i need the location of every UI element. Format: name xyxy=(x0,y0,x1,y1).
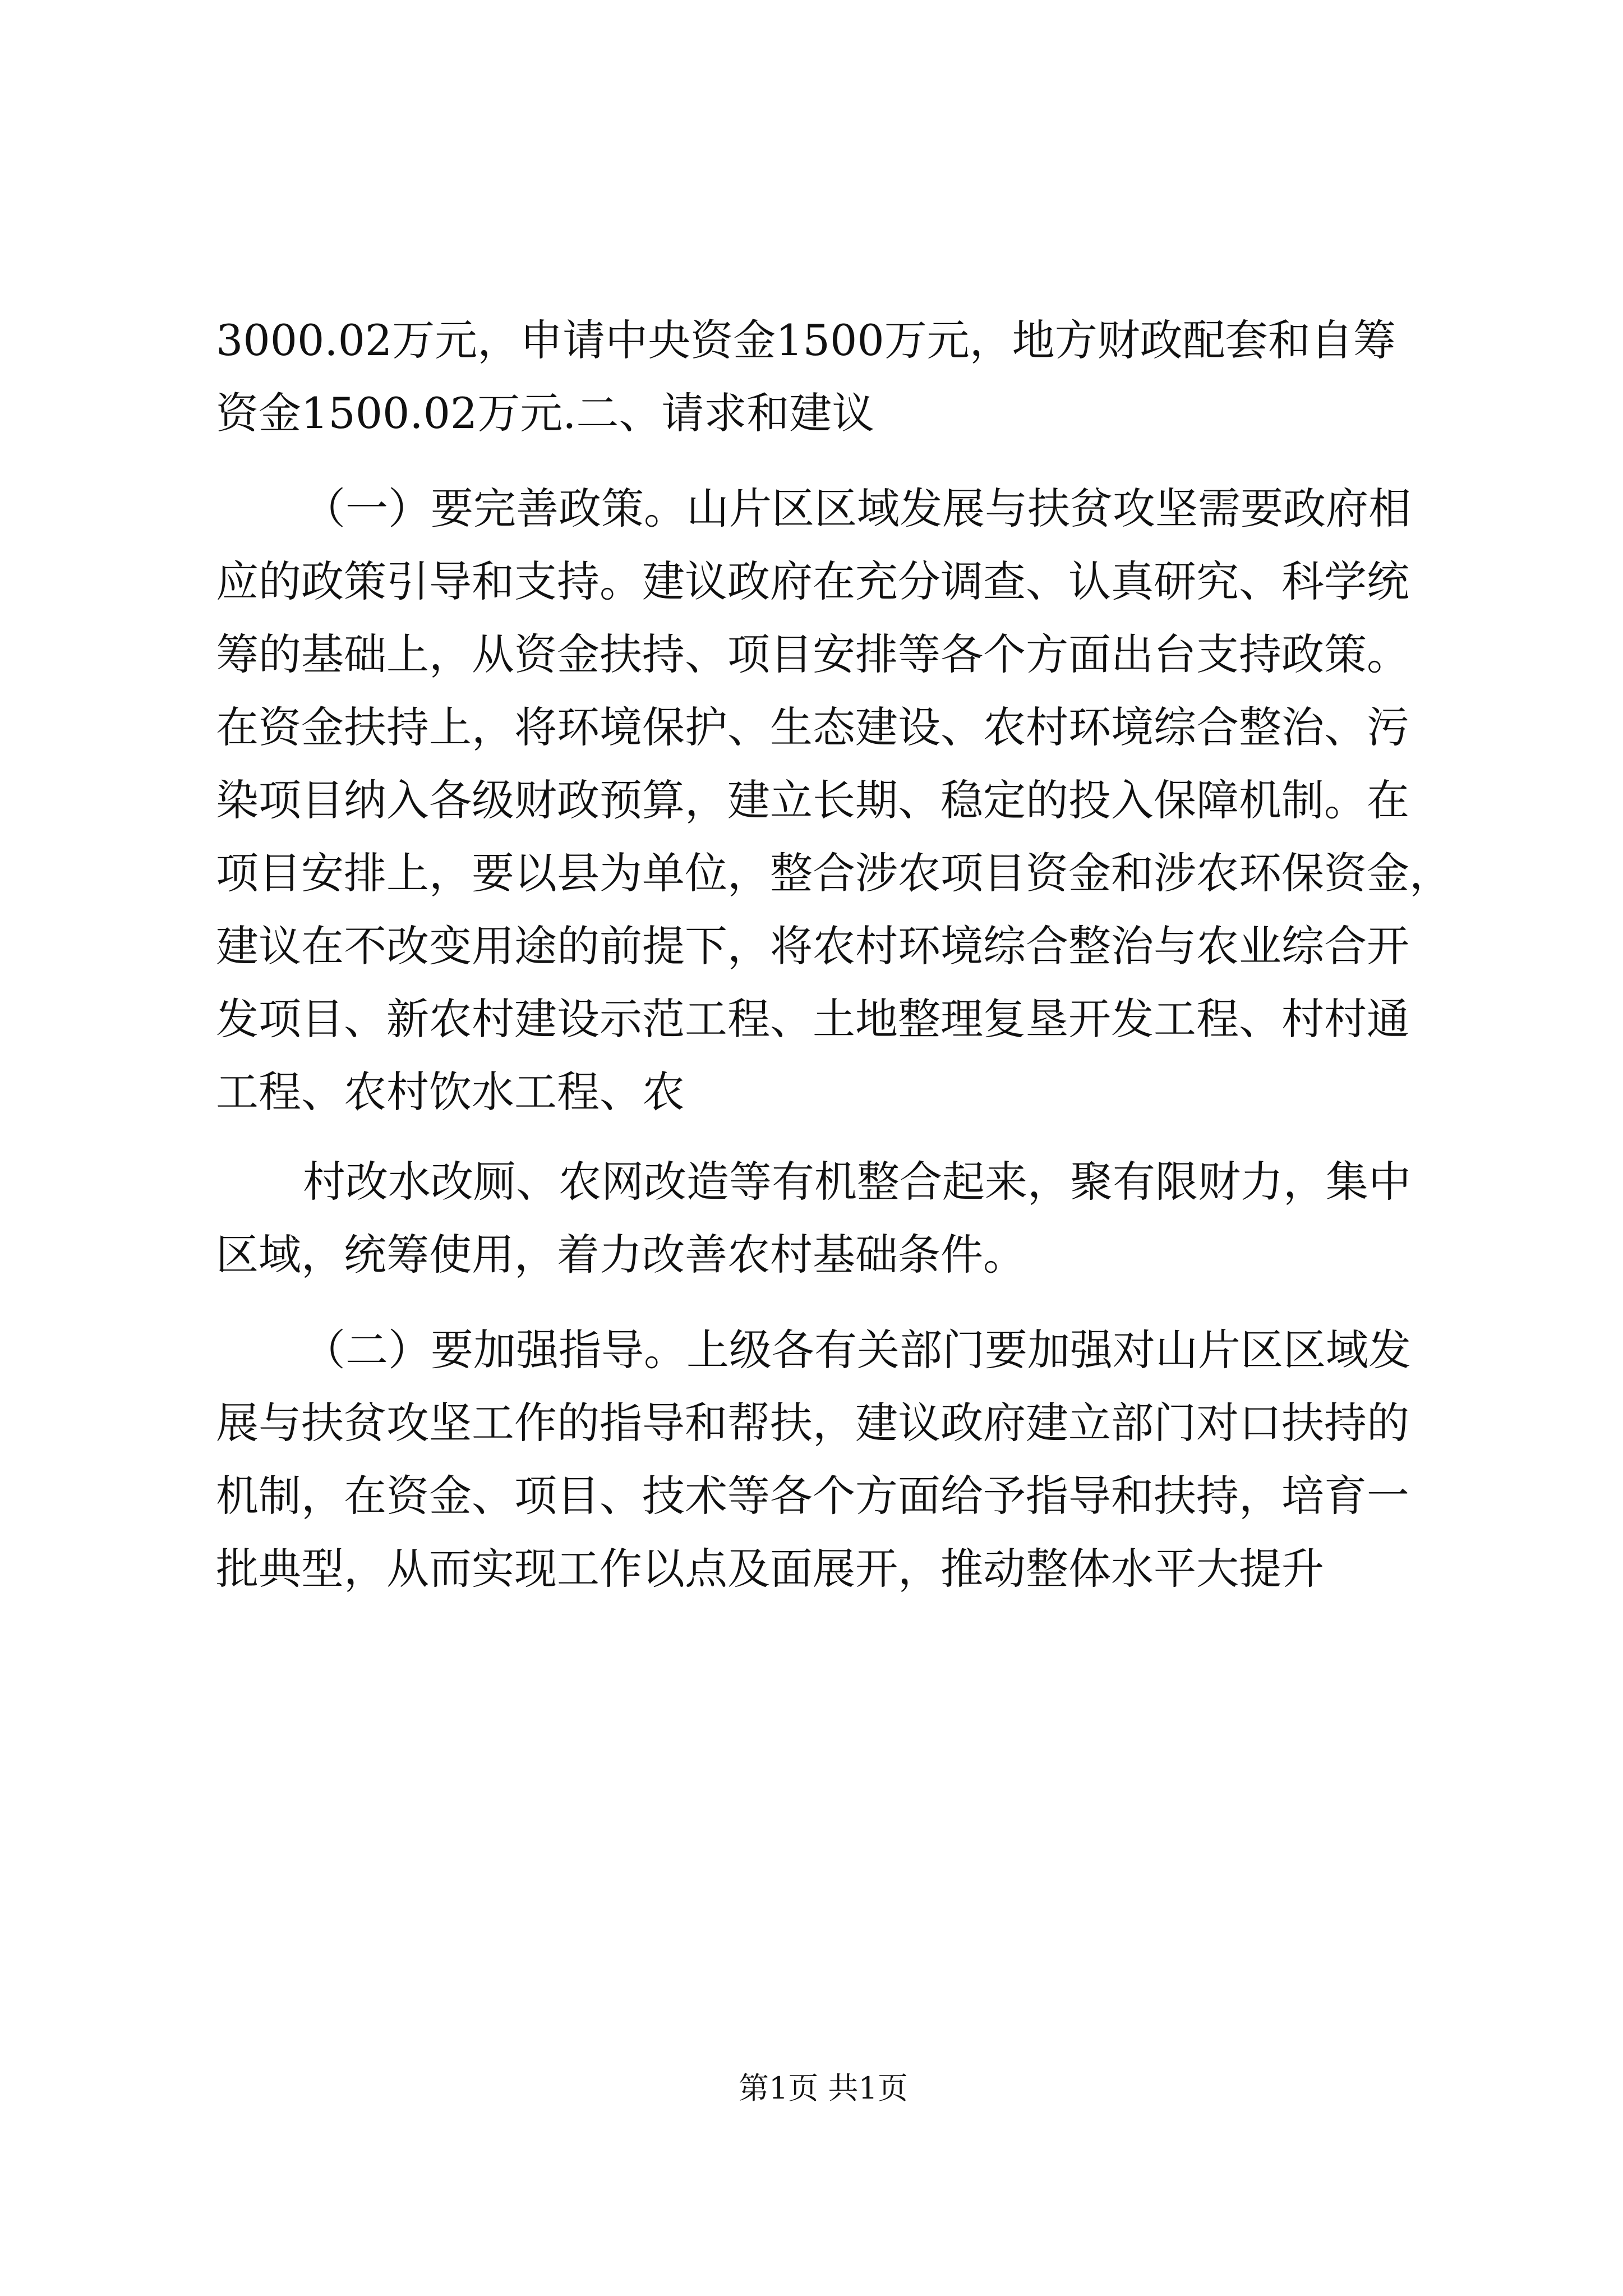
text-line: 工程、农村饮水工程、农 xyxy=(216,1067,685,1117)
text-line: 村改水改厕、农网改造等有机整合起来，聚有限财力，集中 xyxy=(303,1157,1411,1207)
text-line: 应的政策引导和支持。建议政府在充分调查、认真研究、科学统 xyxy=(216,556,1409,606)
text-line: 项目安排上，要以县为单位，整合涉农项目资金和涉农环保资金， xyxy=(216,848,1452,898)
text-line: 展与扶贫攻坚工作的指导和帮扶，建议政府建立部门对口扶持的 xyxy=(216,1398,1409,1448)
text-line: 建议在不改变用途的前提下，将农村环境综合整治与农业综合开 xyxy=(216,921,1409,971)
text-line: 区域，统筹使用，着力改善农村基础条件。 xyxy=(216,1230,1026,1280)
text-line: 资金1500.02万元.二、请求和建议 xyxy=(216,388,875,438)
text-line: 3000.02万元，申请中央资金1500万元，地方财政配套和自筹 xyxy=(216,315,1396,365)
text-line: 机制，在资金、项目、技术等各个方面给予指导和扶持，培育一 xyxy=(216,1471,1409,1521)
text-line: （一）要完善政策。山片区区域发展与扶贫攻坚需要政府相 xyxy=(303,484,1411,533)
text-line: 染项目纳入各级财政预算，建立长期、稳定的投入保障机制。在 xyxy=(216,775,1409,825)
text-line: 筹的基础上，从资金扶持、项目安排等各个方面出台支持政策。 xyxy=(216,629,1409,679)
text-line: 发项目、新农村建设示范工程、土地整理复垦开发工程、村村通 xyxy=(216,994,1409,1044)
page-number-footer: 第1页 共1页 xyxy=(739,2070,908,2106)
text-line: 批典型，从而实现工作以点及面展开，推动整体水平大提升 xyxy=(216,1544,1324,1594)
text-line: 在资金扶持上，将环境保护、生态建设、农村环境综合整治、污 xyxy=(216,702,1409,752)
text-line: （二）要加强指导。上级各有关部门要加强对山片区区域发 xyxy=(303,1325,1411,1375)
